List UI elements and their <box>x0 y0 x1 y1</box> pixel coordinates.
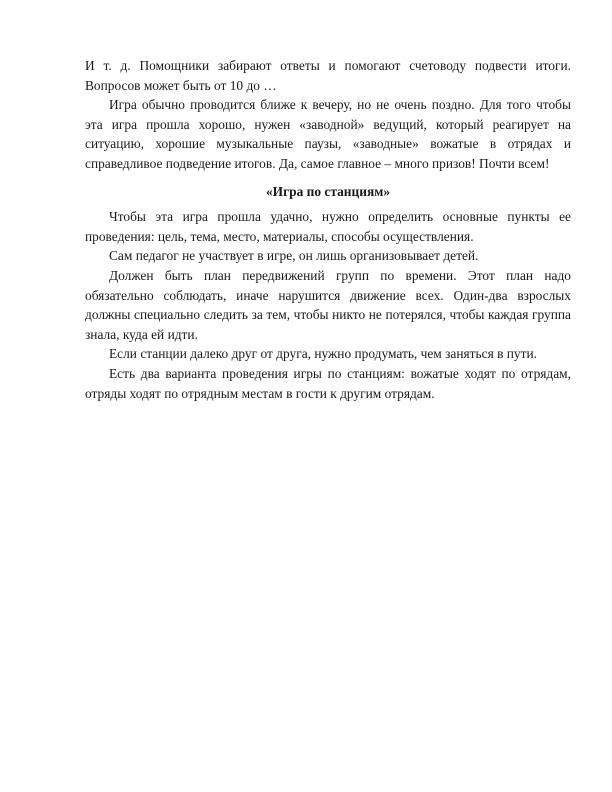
paragraph: Игра обычно проводится ближе к вечеру, но не очень поздно. Для того чтобы эта игра прошла хорошо, нужен «заводной» ведущий, который реагирует на ситуацию, хорошие музыкальные паузы, «заводные» вожатые в отрядах и справедливое подведение итогов. Да, самое главное – много призов! Почти всем! <box>85 97 571 171</box>
paragraph: Должен быть план передвижений групп по времени. Этот план надо обязательно соблюдать, иначе нарушится движение всех. Один-два взрослых должны специально следить за тем, чтобы никто не потерялся, чтобы каждая группа знала, куда ей идти. <box>85 267 571 342</box>
section-heading: «Игра по станциям» <box>265 183 391 199</box>
paragraph: Чтобы эта игра прошла удачно, нужно определить основные пункты ее проведения: цель, тема, место, материалы, способы осуществления. <box>85 209 571 244</box>
paragraph: Есть два варианта проведения игры по станциям: вожатые ходят по отрядам, отряды ходят по отрядным местам в гости к другим отрядам. <box>85 365 571 401</box>
paragraph: Если станции далеко друг от друга, нужно продумать, чем заняться в пути. <box>109 346 537 362</box>
paragraph: Сам педагог не участвует в игре, он лишь организовывает детей. <box>109 248 479 264</box>
document-body <box>85 56 571 403</box>
paragraph: И т. д. Помощники забирают ответы и помогают счетоводу подвести итоги. Вопросов может быть от 10 до … <box>85 58 571 93</box>
